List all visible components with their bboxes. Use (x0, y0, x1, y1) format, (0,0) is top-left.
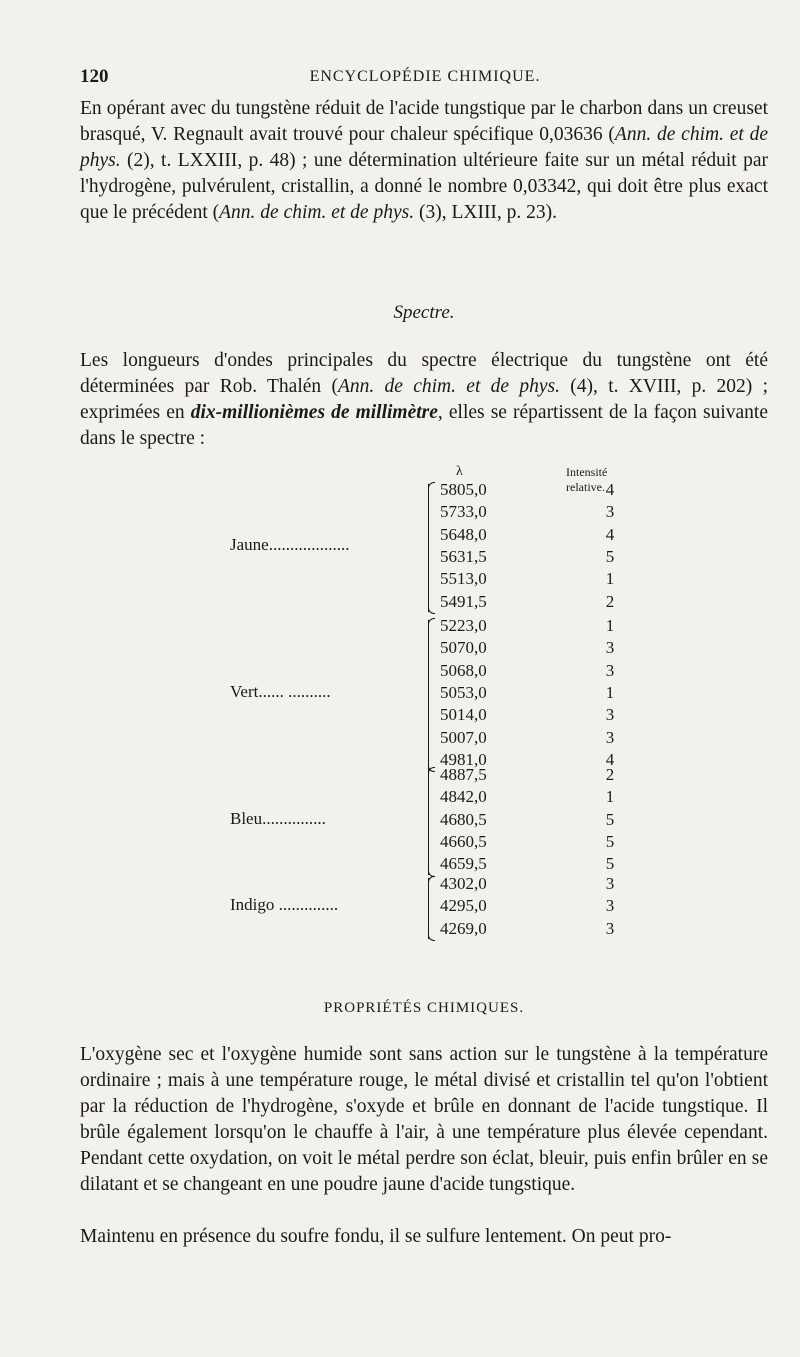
section-title-chemical-properties: PROPRIÉTÉS CHIMIQUES. (323, 1000, 525, 1016)
wavelength-value: 5007,0 (440, 727, 487, 747)
intensity-value: 5 (605, 854, 615, 874)
wavelength-value: 4981,0 (440, 749, 487, 769)
intensity-value: 3 (605, 638, 615, 658)
intensity-value: 3 (605, 502, 615, 522)
group-brace (428, 878, 437, 939)
paragraph-sulfur: Maintenu en présence du soufre fondu, il se sulfure lentement. On peut pro- (80, 1226, 672, 1247)
group-label-vert: Vert...... .......... (230, 682, 331, 702)
intensity-value: 1 (605, 682, 615, 702)
text-segment: (3), LXIII, p. 23). (414, 202, 558, 223)
group-brace (428, 769, 437, 875)
intensity-value: 1 (605, 569, 615, 589)
wavelength-value: 5070,0 (440, 638, 487, 658)
intensity-value: 1 (605, 616, 615, 635)
wavelength-value: 5491,5 (440, 591, 487, 611)
intensity-value: 5 (605, 831, 615, 851)
group-label-bleu: Bleu............... (230, 808, 326, 828)
wavelength-value: 4680,5 (440, 809, 487, 829)
text-segment: En opérant avec du tungstène réduit de l'acide tungstique par le charbon dans un creuset brasqué, V. Regnault avait trouvé pour chaleur spécifique 0,03636 ( (80, 98, 768, 145)
page-number: 120 (80, 66, 109, 87)
text-segment: (4), t. XVIII, p. 202) ; exprimées en (80, 376, 768, 423)
wavelength-value: 4269,0 (440, 918, 487, 938)
wavelength-value: 4302,0 (440, 874, 487, 893)
wavelength-value: 5068,0 (440, 660, 487, 680)
intensity-value: 2 (605, 765, 615, 784)
intensity-value: 3 (605, 705, 615, 725)
wavelength-value: 4887,5 (440, 765, 487, 784)
paragraph-oxygen: L'oxygène sec et l'oxygène humide sont sans action sur le tungstène à la température ordinaire ; mais à une température rouge, le métal divisé et cristallin tel qu'on l'obtient par la réduction de l'hydrogène, s'oxyde et brûle en donnant de l'acide tungstique. Il brûle également lorsqu'on le chauffe à l'air, à une température plus élevée cependant. Pendant cette oxydation, on voit le métal perdre son éclat, bleuir, puis enfin brûler en se dilatant et se changeant en une poudre jaune d'acide tungstique. (80, 1044, 768, 1195)
text-segment: Les longueurs d'ondes principales du spectre électrique du tungstène ont été déterminées par Rob. Thalén ( (80, 350, 768, 397)
group-label-indigo: Indigo .............. (230, 895, 339, 915)
section-title-spectre: Spectre. (393, 302, 455, 323)
wavelength-value: 5648,0 (440, 524, 487, 544)
wavelength-value: 4660,5 (440, 831, 487, 851)
intensity-value: 4 (605, 524, 615, 544)
paragraph-specific-heat (80, 96, 768, 226)
wavelength-value: 5805,0 (440, 480, 487, 499)
column-header-intensity: Intensité relative. (566, 465, 608, 494)
paragraph-spectrum-intro (80, 348, 768, 452)
intensity-value: 1 (605, 787, 615, 807)
wavelength-value: 5223,0 (440, 616, 487, 635)
intensity-value: 3 (605, 918, 615, 938)
intensity-value: 3 (605, 660, 615, 680)
column-header-lambda: λ (456, 464, 463, 479)
text-segment: (2), t. LXXIII, p. 48) ; une détermination ultérieure faite sur un métal réduit par l'hydrogène, pulvérulent, cristallin, a donné le nombre 0,03342, qui doit être plus exact que le précédent ( (80, 150, 768, 223)
citation: Ann. de chim. et de phys. (337, 376, 560, 397)
citation: Ann. de chim. et de phys. (219, 202, 415, 223)
intensity-value: 2 (605, 591, 615, 611)
intensity-value: 3 (605, 874, 615, 893)
intensity-value: 4 (605, 480, 615, 499)
emphasis: dix-millionièmes de millimètre (190, 402, 438, 423)
wavelength-value: 5053,0 (440, 682, 487, 702)
intensity-value: 4 (605, 749, 615, 769)
running-title: ENCYCLOPÉDIE CHIMIQUE. (309, 68, 541, 85)
group-brace (428, 484, 437, 612)
wavelength-value: 5014,0 (440, 705, 487, 725)
group-brace (428, 620, 437, 770)
intensity-value: 3 (605, 727, 615, 747)
intensity-value: 5 (605, 809, 615, 829)
wavelength-value: 5513,0 (440, 569, 487, 589)
wavelength-value: 4842,0 (440, 787, 487, 807)
intensity-value: 3 (605, 896, 615, 916)
wavelength-value: 4295,0 (440, 896, 487, 916)
citation: Ann. de chim. et de phys. (80, 124, 768, 171)
wavelength-value: 5631,5 (440, 546, 487, 566)
wavelength-value: 4659,5 (440, 854, 487, 874)
text-segment: , elles se répartissent de la façon suivante dans le spectre : (80, 402, 768, 449)
group-label-jaune: Jaune................... (230, 534, 350, 554)
page-header (80, 66, 770, 88)
wavelength-value: 5733,0 (440, 502, 487, 522)
intensity-value: 5 (605, 546, 615, 566)
